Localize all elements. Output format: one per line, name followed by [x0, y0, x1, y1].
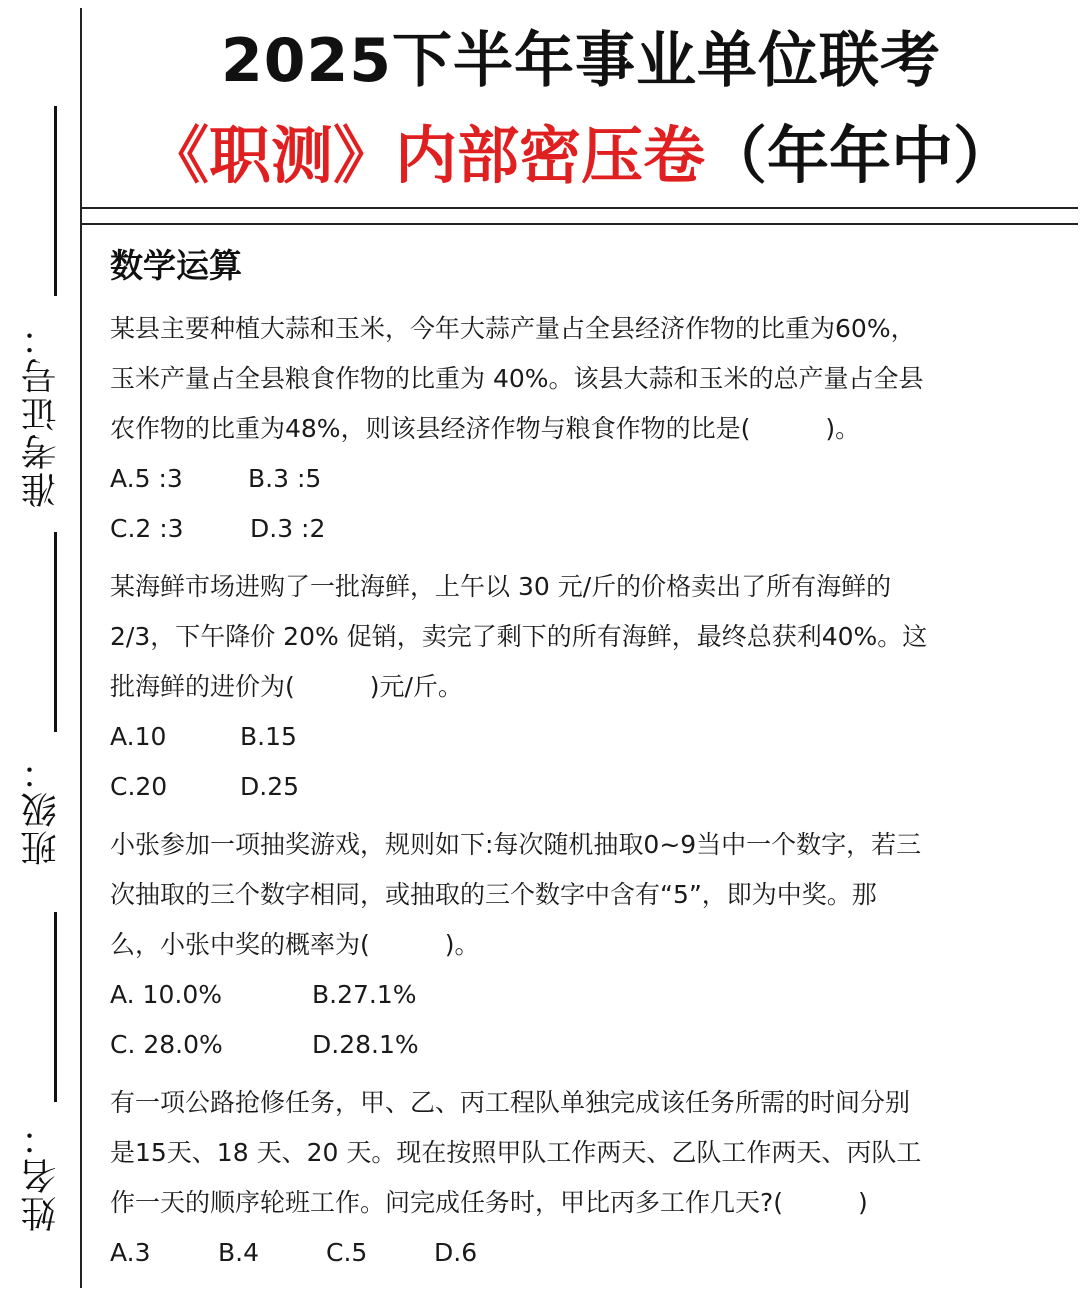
question-line: 作一天的顺序轮班工作。问完成任务时，甲比丙多工作几天?( ) [110, 1188, 868, 1217]
header-rule-top [82, 207, 1078, 209]
option-d: D.25 [240, 772, 300, 801]
subtitle-red-part: 《职测》内部密压卷 [146, 119, 705, 192]
option-b: B.3 :5 [248, 464, 322, 493]
option-d: D.6 [434, 1238, 478, 1267]
option-b: B.15 [240, 722, 297, 751]
option-c: C. 28.0% [110, 1030, 223, 1059]
options-row [110, 1020, 1060, 1070]
question-line: 2/3，下午降价 20% 促销，卖完了剩下的所有海鲜，最终总获利40%。这 [110, 622, 928, 651]
option-c: C.5 [326, 1238, 368, 1267]
name-label: 姓名： [21, 1118, 62, 1232]
options-row [110, 970, 1060, 1020]
question-4 [110, 1078, 1060, 1278]
question-line: 小张参加一项抽奖游戏，规则如下:每次随机抽取0~9当中一个数字，若三 [110, 830, 922, 859]
options-row [110, 762, 1060, 812]
question-line: 次抽取的三个数字相同，或抽取的三个数字中含有“5”，即为中奖。那 [110, 880, 877, 909]
exam-subtitle [82, 108, 1080, 204]
options-row [110, 454, 1060, 504]
question-line: 某海鲜市场进购了一批海鲜，上午以 30 元/斤的价格卖出了所有海鲜的 [110, 572, 892, 601]
exam-title: 2025下半年事业单位联考 [221, 26, 941, 96]
question-list [110, 304, 1060, 1278]
question-line: 农作物的比重为48%，则该县经济作物与粮食作物的比是( )。 [110, 414, 861, 443]
question-line: 某县主要种植大蒜和玉米，今年大蒜产量占全县经济作物的比重为60%， [110, 314, 916, 343]
section-title: 数学运算 [110, 246, 242, 285]
question-3 [110, 820, 1060, 1070]
options-row [110, 712, 1060, 762]
option-c: C.2 :3 [110, 514, 184, 543]
question-2 [110, 562, 1060, 812]
question-line: 批海鲜的进价为( )元/斤。 [110, 672, 463, 701]
option-a: A. 10.0% [110, 980, 222, 1009]
option-c: C.20 [110, 772, 168, 801]
options-row [110, 504, 1060, 554]
option-a: A.5 :3 [110, 464, 183, 493]
option-b: B.4 [218, 1238, 260, 1267]
question-1 [110, 304, 1060, 554]
question-line: 玉米产量占全县粮食作物的比重为 40%。该县大蒜和玉米的总产量占全县 [110, 364, 924, 393]
question-line: 有一项公路抢修任务，甲、乙、丙工程队单独完成该任务所需的时间分别 [110, 1088, 911, 1117]
ticket-number-blank [54, 106, 57, 296]
option-b: B.27.1% [312, 980, 417, 1009]
subtitle-black-part: （年年中） [705, 119, 1016, 192]
name-blank [54, 912, 57, 1102]
question-line: 么，小张中奖的概率为( )。 [110, 930, 480, 959]
ticket-number-label: 准考证号： [21, 318, 62, 508]
options-row [110, 1228, 1060, 1278]
option-d: D.3 :2 [250, 514, 326, 543]
option-a: A.3 [110, 1238, 151, 1267]
class-label: 班级： [21, 752, 62, 866]
header-rule-bottom [82, 223, 1078, 225]
question-line: 是15天、18 天、20 天。现在按照甲队工作两天、乙队工作两天、丙队工 [110, 1138, 922, 1167]
option-d: D.28.1% [312, 1030, 419, 1059]
class-blank [54, 532, 57, 732]
option-a: A.10 [110, 722, 167, 751]
